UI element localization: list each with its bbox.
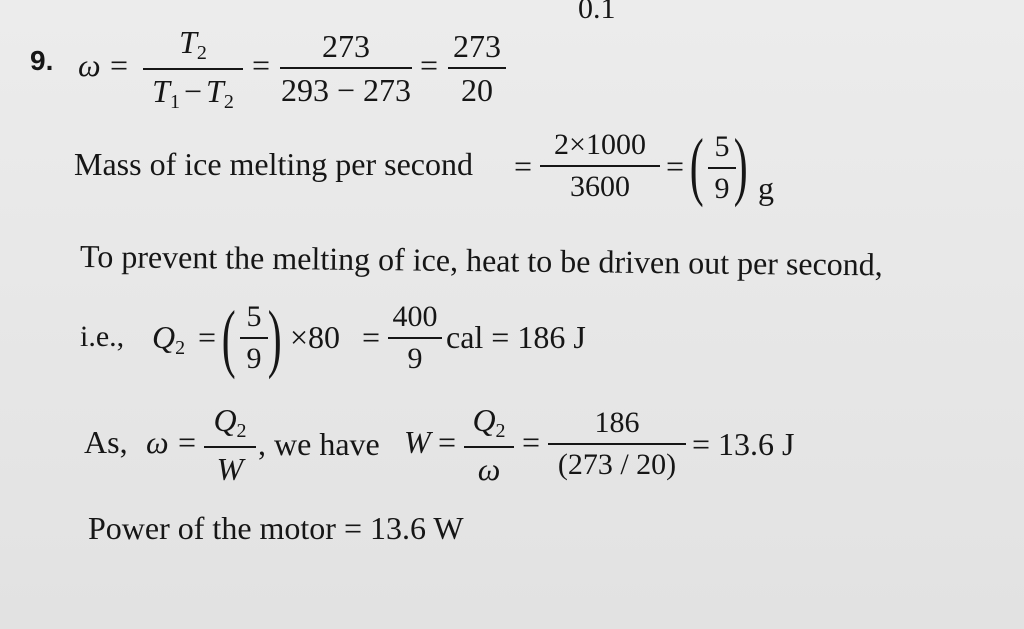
fraction-273-over-20 (448, 30, 506, 106)
power-of-motor-text: Power of the motor = 13.6 W (88, 510, 464, 546)
t-variable: T (152, 73, 170, 109)
numerator: 186 (594, 406, 640, 439)
fraction-bar (204, 446, 256, 448)
fraction-bar (388, 337, 442, 339)
subscript: 2 (236, 420, 247, 442)
minus-sign: − (183, 73, 203, 109)
w-variable: W (216, 451, 244, 487)
numerator: 2×1000 (554, 128, 646, 161)
denominator: 9 (246, 342, 262, 375)
fraction-bar (448, 67, 506, 69)
unit-grams: g (758, 170, 774, 206)
ie-prefix: i.e., (80, 320, 125, 353)
fraction-273-over-difference (280, 30, 412, 106)
fraction-5-over-9 (708, 132, 736, 204)
right-parenthesis: ) (733, 124, 748, 208)
left-parenthesis: ( (689, 124, 704, 208)
omega-symbol: ω (78, 47, 101, 83)
equals-sign: = (362, 319, 381, 355)
numerator: 273 (453, 28, 501, 64)
denominator: 3600 (570, 170, 630, 203)
fraction-2000-over-3600 (540, 130, 660, 202)
fraction-400-over-9 (388, 302, 442, 374)
equals-sign: = (438, 424, 457, 460)
we-have-text: , we have (258, 426, 380, 462)
subscript: 2 (175, 337, 186, 359)
denominator: 9 (407, 342, 423, 375)
t-variable: T (206, 73, 224, 109)
subscript: 2 (223, 91, 234, 113)
denominator: 20 (461, 72, 493, 108)
fraction-bar (708, 167, 736, 169)
equals-sign: = (420, 47, 439, 83)
equals-sign: = (110, 47, 129, 83)
work-result: = 13.6 J (692, 426, 795, 462)
denominator: (273 / 20) (557, 448, 677, 481)
fraction-bar (280, 67, 412, 69)
numerator: 5 (714, 130, 730, 163)
equals-sign: = (666, 148, 685, 184)
fraction-q2-over-w (204, 404, 256, 485)
q-variable: Q (213, 402, 237, 438)
w-variable: W (404, 424, 431, 460)
numerator: 273 (322, 28, 370, 64)
denominator: 293 − 273 (280, 72, 412, 108)
q-variable: Q (472, 402, 496, 438)
fraction-bar (540, 165, 660, 167)
fraction-t2-over-t1-minus-t2 (143, 26, 243, 112)
prevent-melting-text: To prevent the melting of ice, heat to be driven out per second, (79, 238, 883, 283)
q-variable: Q (152, 319, 176, 355)
equals-sign: = (252, 47, 271, 83)
equals-sign: = (178, 424, 197, 460)
equals-sign: = (514, 148, 533, 184)
numerator: 5 (246, 300, 262, 333)
fraction-5-over-9 (240, 302, 268, 374)
numerator: 400 (392, 300, 438, 333)
calories-joules-result: cal = 186 J (446, 319, 586, 355)
problem-number: 9. (30, 45, 54, 76)
left-parenthesis: ( (221, 296, 236, 380)
fraction-bar (143, 68, 243, 70)
times-80: ×80 (290, 319, 341, 355)
right-parenthesis: ) (267, 296, 282, 380)
equals-sign: = (198, 319, 217, 355)
denominator: 9 (714, 172, 730, 205)
as-prefix: As, (84, 424, 128, 460)
page-reference: 0.1 (578, 0, 616, 25)
fraction-186-over-ratio (548, 408, 686, 480)
subscript: 2 (495, 420, 506, 442)
omega-symbol: ω (146, 424, 169, 460)
fraction-bar (240, 337, 268, 339)
fraction-bar (464, 446, 514, 448)
t-variable: T (179, 24, 197, 60)
omega-symbol: ω (477, 451, 501, 487)
fraction-q2-over-omega (464, 404, 514, 485)
fraction-bar (548, 443, 686, 445)
mass-melting-text: Mass of ice melting per second (74, 146, 473, 182)
q2-symbol (152, 319, 185, 360)
subscript: 2 (196, 42, 207, 64)
subscript: 1 (169, 91, 180, 113)
equals-sign: = (522, 424, 541, 460)
